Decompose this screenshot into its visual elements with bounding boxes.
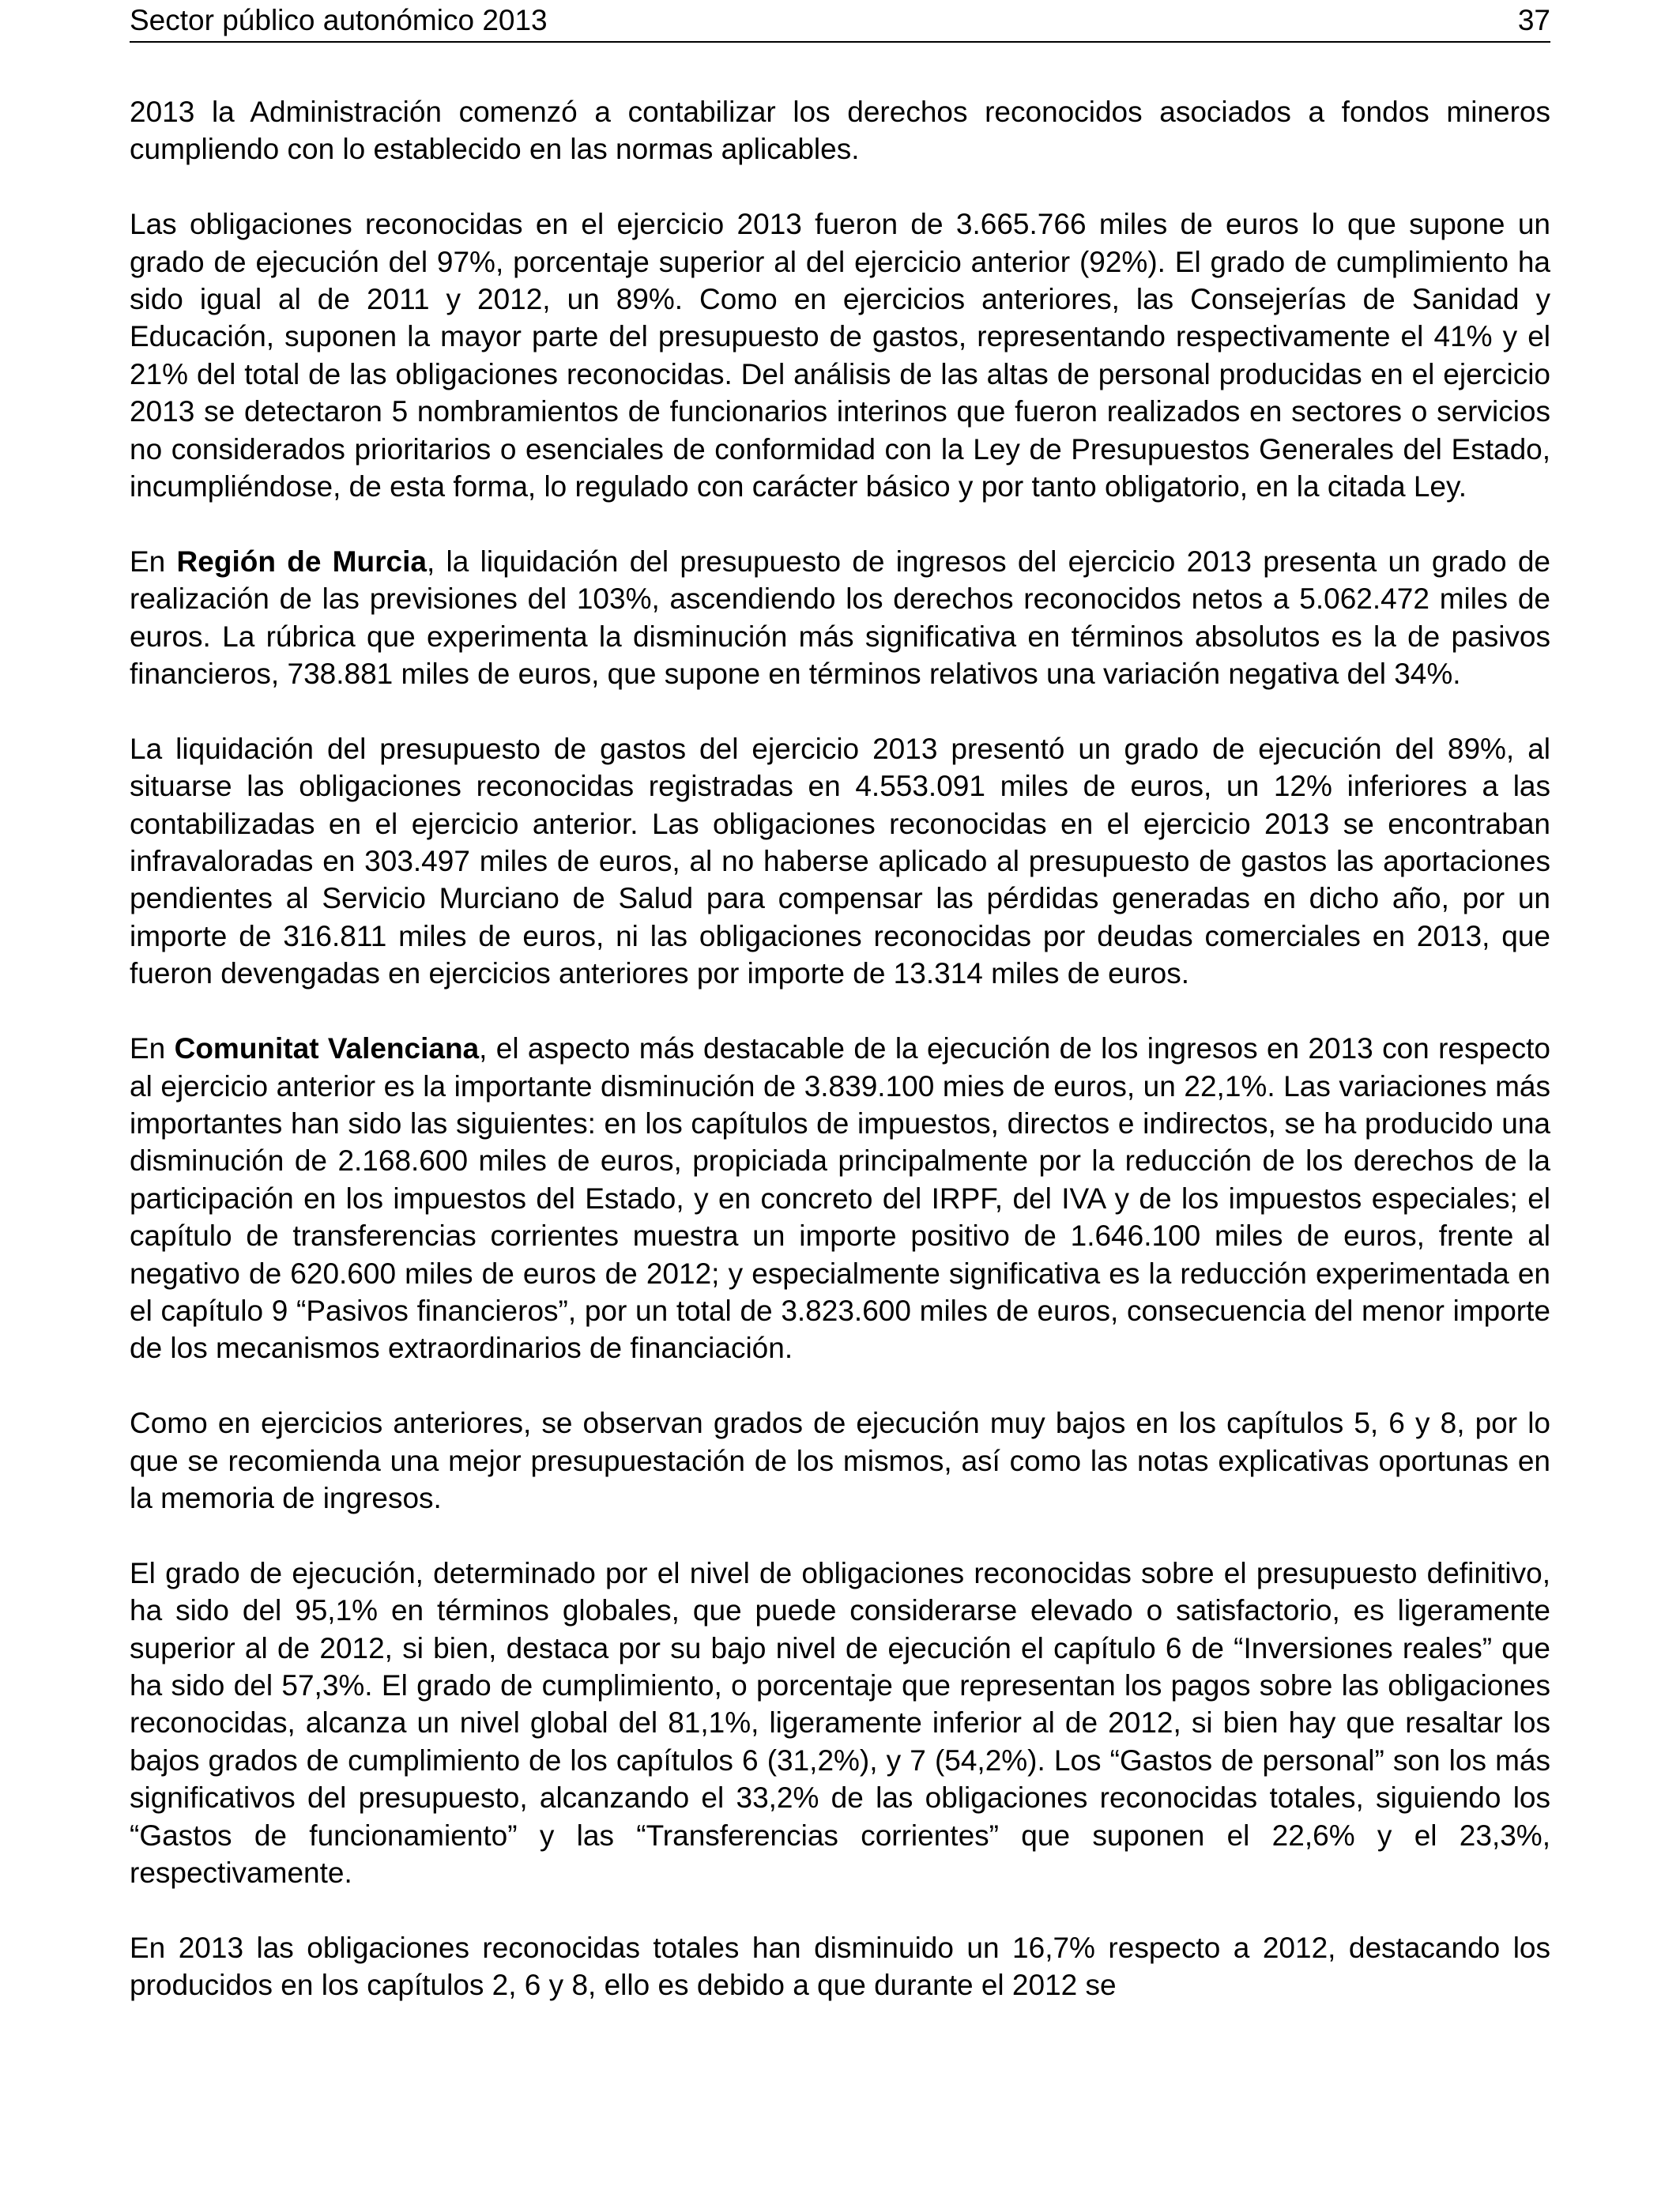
paragraph-7 (130, 1555, 1550, 1892)
paragraph-2 (130, 205, 1550, 505)
region-name-murcia: Región de Murcia (176, 545, 427, 578)
paragraph-lead: En (130, 545, 177, 578)
page-number: 37 (1517, 4, 1550, 36)
running-header (130, 0, 1550, 43)
region-name-valenciana: Comunitat Valenciana (174, 1032, 480, 1065)
document-page (130, 0, 1550, 2041)
header-title: Sector público autonómico 2013 (130, 4, 548, 36)
paragraph-3 (130, 543, 1550, 693)
body-text (130, 93, 1550, 2004)
paragraph-1 (130, 93, 1550, 168)
paragraph-text: , el aspecto más destacable de la ejecución de los ingresos en 2013 con respecto al ejercicio anterior es la importante disminución de 3.839.100 mies de euros, un 22,1%. Las variaciones más importantes han sido las siguientes: en los capítulos de impuestos, directos e indirectos, se ha producido una disminución de 2.168.600 miles de euros, propiciada principalmente por la reducción de los derechos de la participación en los impuestos del Estado, y en concreto del IRPF, del IVA y de los impuestos especiales; el capítulo de transferencias corrientes muestra un importe positivo de 1.646.100 miles de euros, frente al negativo de 620.600 miles de euros de 2012; y especialmente significativa es la reducción experimentada en el capítulo 9 “Pasivos financieros”, por un total de 3.823.600 miles de euros, consecuencia del menor importe de los mecanismos extraordinarios de financiación. (130, 1032, 1550, 1365)
paragraph-text: El grado de ejecución, determinado por el nivel de obligaciones reconocidas sobre el presupuesto definitivo, ha sido del 95,1% en términos globales, que puede considerarse elevado o satisfactorio, es ligeramente superior al de 2012, si bien, destaca por su bajo nivel de ejecución el capítulo 6 de “Inversiones reales” que ha sido del 57,3%. El grado de cumplimiento, o porcentaje que representan los pagos sobre las obligaciones reconocidas, alcanza un nivel global del 81,1%, ligeramente inferior al de 2012, si bien hay que resaltar los bajos grados de cumplimiento de los capítulos 6 (31,2%), y 7 (54,2%). Los “Gastos de personal” son los más significativos del presupuesto, alcanzando el 33,2% de las obligaciones reconocidas totales, siguiendo los “Gastos de funcionamiento” y las “Transferencias corrientes” que suponen el 22,6% y el 23,3%, respectivamente. (130, 1556, 1550, 1889)
paragraph-4 (130, 730, 1550, 993)
paragraph-6 (130, 1404, 1550, 1517)
paragraph-text: Las obligaciones reconocidas en el ejercicio 2013 fueron de 3.665.766 miles de euros lo que supone un grado de ejecución del 97%, porcentaje superior al del ejercicio anterior (92%). El grado de cumplimiento ha sido igual al de 2011 y 2012, un 89%. Como en ejercicios anteriores, las Consejerías de Sanidad y Educación, suponen la mayor parte del presupuesto de gastos, representando respectivamente el 41% y el 21% del total de las obligaciones reconocidas. Del análisis de las altas de personal producidas en el ejercicio 2013 se detectaron 5 nombramientos de funcionarios interinos que fueron realizados en sectores o servicios no considerados prioritarios o esenciales de conformidad con la Ley de Presupuestos Generales del Estado, incumpliéndose, de esta forma, lo regulado con carácter básico y por tanto obligatorio, en la citada Ley. (130, 208, 1550, 503)
paragraph-5 (130, 1030, 1550, 1367)
paragraph-text: La liquidación del presupuesto de gastos del ejercicio 2013 presentó un grado de ejecución del 89%, al situarse las obligaciones reconocidas registradas en 4.553.091 miles de euros, un 12% inferiores a las contabilizadas en el ejercicio anterior. Las obligaciones reconocidas en el ejercicio 2013 se encontraban infravaloradas en 303.497 miles de euros, al no haberse aplicado al presupuesto de gastos las aportaciones pendientes al Servicio Murciano de Salud para compensar las pérdidas generadas en dicho año, por un importe de 316.811 miles de euros, ni las obligaciones reconocidas por deudas comerciales en 2013, que fueron devengadas en ejercicios anteriores por importe de 13.314 miles de euros. (130, 732, 1550, 990)
paragraph-text: , la liquidación del presupuesto de ingresos del ejercicio 2013 presenta un grado de realización de las previsiones del 103%, ascendiendo los derechos reconocidos netos a 5.062.472 miles de euros. La rúbrica que experimenta la disminución más significativa en términos absolutos es la de pasivos financieros, 738.881 miles de euros, que supone en términos relativos una variación negativa del 34%. (130, 545, 1550, 691)
paragraph-8 (130, 1929, 1550, 2004)
paragraph-text: Como en ejercicios anteriores, se observan grados de ejecución muy bajos en los capítulos 5, 6 y 8, por lo que se recomienda una mejor presupuestación de los mismos, así como las notas explicativas oportunas en la memoria de ingresos. (130, 1407, 1550, 1514)
paragraph-lead: En (130, 1032, 175, 1065)
paragraph-text: 2013 la Administración comenzó a contabilizar los derechos reconocidos asociados a fondos mineros cumpliendo con lo establecido en las normas aplicables. (130, 96, 1550, 166)
paragraph-text: En 2013 las obligaciones reconocidas totales han disminuido un 16,7% respecto a 2012, destacando los producidos en los capítulos 2, 6 y 8, ello es debido a que durante el 2012 se (130, 1931, 1550, 2002)
